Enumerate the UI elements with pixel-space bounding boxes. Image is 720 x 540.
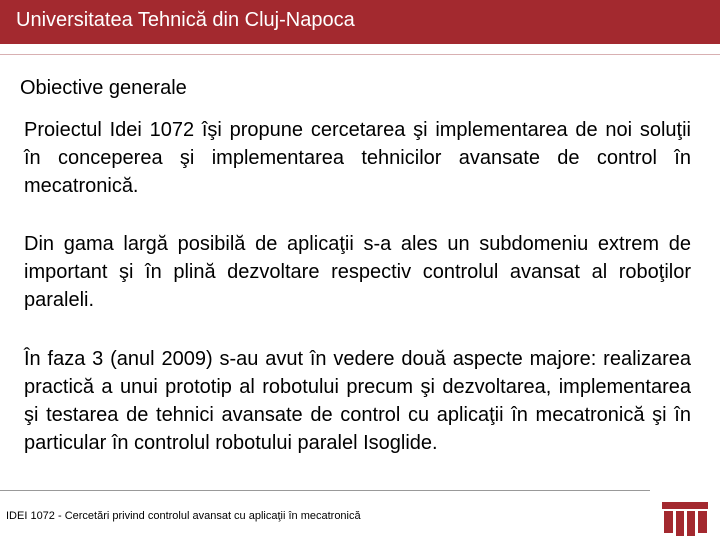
university-title: Universitatea Tehnică din Cluj-Napoca <box>16 9 355 31</box>
footer-caption: IDEI 1072 - Cercetări privind controlul avansat cu aplicaţii în mecatronică <box>6 510 361 522</box>
header-divider <box>0 54 720 55</box>
footer-divider <box>0 490 650 491</box>
section-title: Obiective generale <box>20 77 187 99</box>
paragraph-objective: Proiectul Idei 1072 îşi propune cercetarea şi implementarea de noi soluţii în conceperea şi implementarea tehnicilor avansate de control în mecatronică. <box>24 119 691 197</box>
paragraph-application: Din gama largă posibilă de aplicaţii s-a ales un subdomeniu extrem de important şi în plină dezvoltare respectiv controlul avansat al roboţilor paraleli. <box>24 233 691 311</box>
paragraph-phase: În faza 3 (anul 2009) s-au avut în vedere două aspecte majore: realizarea practică a unui prototip al robotului precum şi dezvoltarea, implementarea şi testarea de tehnici avansate de control cu aplicaţii în mecatronică şi în particular în controlul robotului paralel Isoglide. <box>24 348 691 454</box>
utcn-logo-icon <box>662 500 708 536</box>
header-bar <box>0 0 720 44</box>
